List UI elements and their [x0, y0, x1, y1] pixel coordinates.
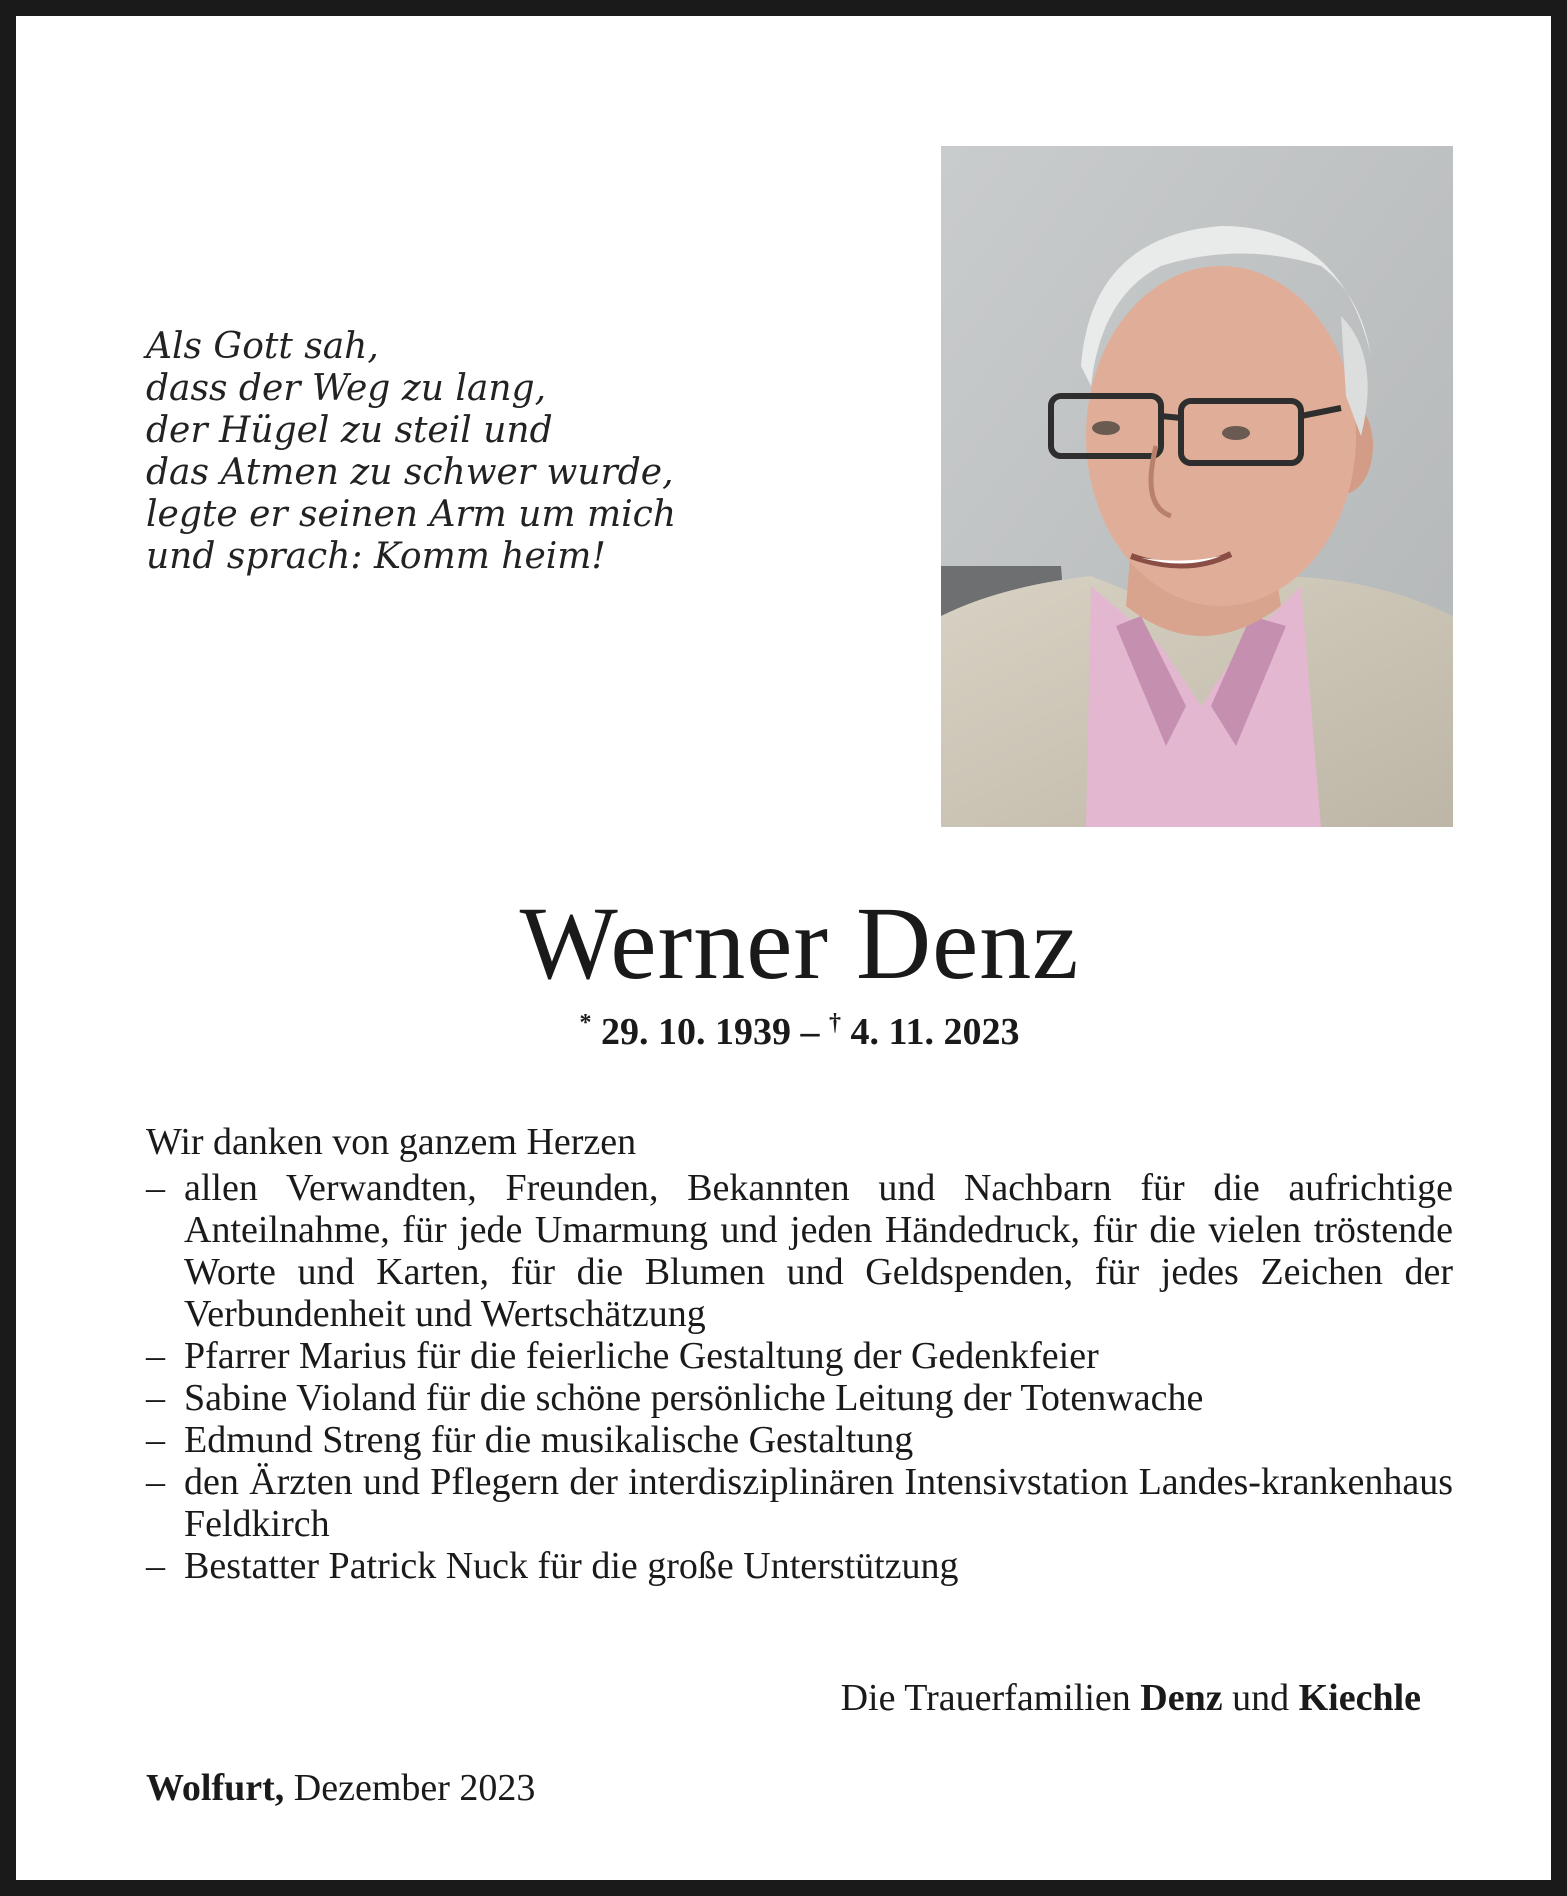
date-separator: –	[791, 1011, 830, 1053]
list-dash: –	[146, 1461, 165, 1503]
list-dash: –	[146, 1377, 165, 1419]
birth-date: 29. 10. 1939	[601, 1011, 792, 1053]
list-item-text: allen Verwandten, Freunden, Bekannten und Nachbarn für die aufrichtige Anteilnahme, für jede Umarmung und jeden Händedruck, für die vielen tröstende Worte und Karten, für die Blumen und Geldspenden, für jedes Zeichen der Verbundenheit und Wertschätzung	[184, 1167, 1453, 1335]
poem-line: Als Gott sah,	[146, 326, 379, 367]
place-name: Wolfurt,	[146, 1767, 285, 1809]
list-item-text: den Ärzten und Pflegern der interdisziplinären Intensivstation Landes-krankenhaus Feldkirch	[184, 1461, 1453, 1545]
poem	[146, 326, 766, 578]
list-item	[146, 1377, 1453, 1419]
publication-date: Dezember 2023	[284, 1767, 536, 1809]
death-date: 4. 11. 2023	[850, 1011, 1020, 1053]
family-name-kiechle: Kiechle	[1298, 1677, 1421, 1719]
poem-line: und sprach: Komm heim!	[146, 536, 606, 577]
list-item	[146, 1335, 1453, 1377]
poem-line: dass der Weg zu lang,	[146, 368, 547, 409]
death-symbol: †	[829, 1010, 842, 1036]
signature-prefix: Die Trauerfamilien	[840, 1677, 1141, 1719]
deceased-name: Werner Denz	[519, 886, 1080, 1001]
poem-line: legte er seinen Arm um mich	[146, 494, 676, 535]
thanks-section	[146, 1121, 1453, 1587]
thanks-list	[146, 1167, 1453, 1587]
signature-joiner: und	[1222, 1677, 1299, 1719]
list-item	[146, 1461, 1453, 1545]
place-and-date	[146, 1766, 535, 1810]
list-dash: –	[146, 1335, 165, 1377]
list-item	[146, 1545, 1453, 1587]
portrait-illustration	[941, 146, 1453, 827]
family-name-denz: Denz	[1140, 1677, 1223, 1719]
list-item-text: Bestatter Patrick Nuck für die große Unterstützung	[184, 1545, 959, 1587]
life-dates	[16, 1001, 1567, 1054]
list-item-text: Sabine Violand für die schöne persönliche Leitung der Totenwache	[184, 1377, 1204, 1419]
list-item	[146, 1167, 1453, 1335]
poem-line: der Hügel zu steil und	[146, 410, 553, 451]
list-item	[146, 1419, 1453, 1461]
list-dash: –	[146, 1419, 165, 1461]
list-dash: –	[146, 1545, 165, 1587]
birth-symbol: *	[579, 1010, 592, 1036]
list-dash: –	[146, 1167, 165, 1209]
family-signature	[841, 1676, 1421, 1720]
thanks-intro: Wir danken von ganzem Herzen	[146, 1121, 637, 1163]
poem-line: das Atmen zu schwer wurde,	[146, 452, 674, 493]
portrait-photo	[941, 146, 1453, 827]
list-item-text: Edmund Streng für die musikalische Gestaltung	[184, 1419, 914, 1461]
list-item-text: Pfarrer Marius für die feierliche Gestaltung der Gedenkfeier	[184, 1335, 1099, 1377]
